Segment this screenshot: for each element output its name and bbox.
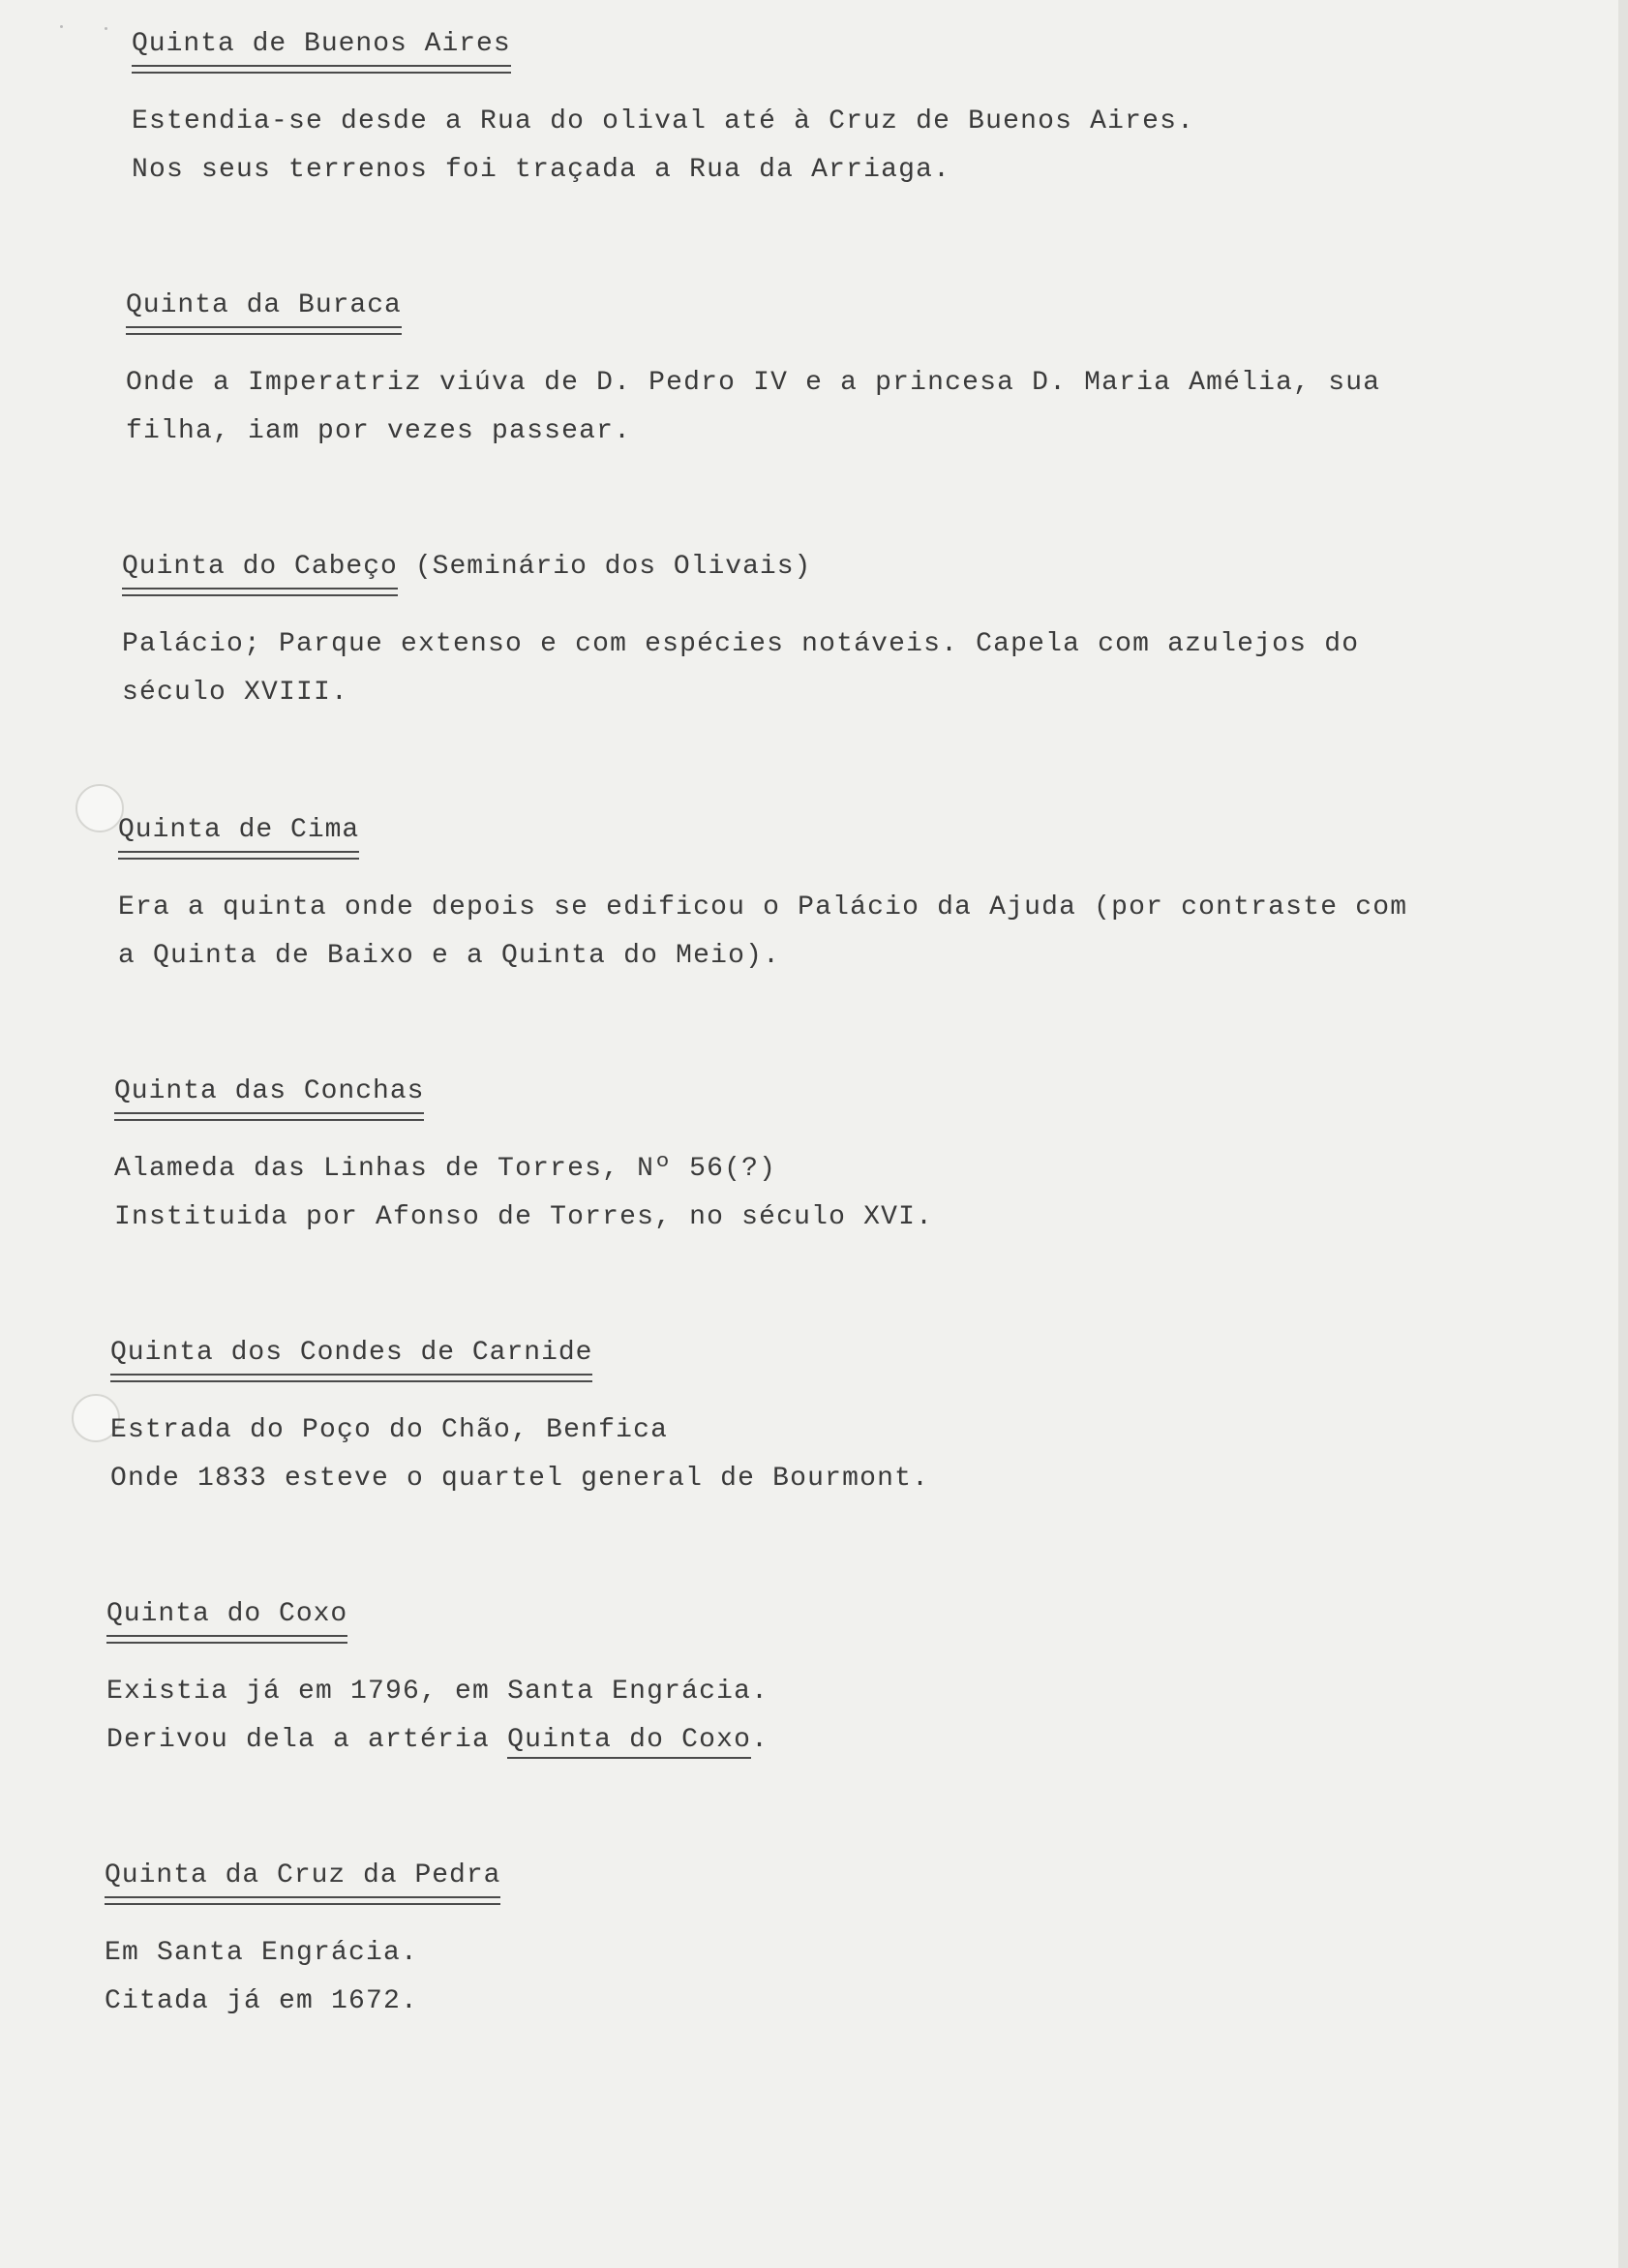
entry-body: [106, 1668, 769, 1765]
entry-line: Era a quinta onde depois se edificou o Palácio da Ajuda (por contraste com: [118, 892, 1408, 922]
entry-title: Quinta de Buenos Aires: [132, 29, 511, 67]
entry-quinta-da-cruz-da-pedra: [105, 1860, 500, 2026]
entry-quinta-de-cima: [118, 815, 1407, 981]
entry-title: Quinta das Conchas: [114, 1076, 424, 1114]
entry-body: [122, 620, 1359, 717]
entry-title: Quinta da Cruz da Pedra: [105, 1860, 500, 1898]
entry-body: [114, 1145, 933, 1242]
entry-line: Alameda das Linhas de Torres, Nº 56(?): [114, 1154, 777, 1184]
speck: [105, 27, 107, 30]
entry-line-suffix: .: [751, 1725, 769, 1755]
entry-quinta-das-conchas: [114, 1076, 933, 1242]
entry-title: Quinta do Cabeço: [122, 552, 398, 590]
entry-body: [105, 1929, 500, 2026]
speck: [60, 25, 63, 28]
entry-title-aside: (Seminário dos Olivais): [414, 552, 812, 582]
entry-quinta-de-buenos-aires: [132, 29, 1194, 195]
entry-body: [110, 1406, 929, 1503]
entry-title: Quinta da Buraca: [126, 290, 402, 328]
entry-line: a Quinta de Baixo e a Quinta do Meio).: [118, 941, 781, 971]
underlined-reference: Quinta do Coxo: [507, 1725, 751, 1759]
page-edge-shadow: [1618, 0, 1628, 2268]
entry-line: filha, iam por vezes passear.: [126, 416, 632, 446]
entry-line: Estendia-se desde a Rua do olival até à Cruz de Buenos Aires.: [132, 106, 1195, 136]
entry-line: Palácio; Parque extenso e com espécies notáveis. Capela com azulejos do: [122, 629, 1360, 659]
entry-line-text: Derivou dela a artéria: [106, 1725, 508, 1755]
punch-hole: [75, 784, 124, 832]
entry-title: Quinta de Cima: [118, 815, 359, 853]
entry-line: [106, 1716, 769, 1765]
entry-body: [132, 98, 1194, 195]
entry-line: Nos seus terrenos foi traçada a Rua da Arriaga.: [132, 155, 951, 185]
entry-title: Quinta dos Condes de Carnide: [110, 1338, 592, 1376]
entry-body: [126, 359, 1380, 456]
entry-quinta-dos-condes-de-carnide: [110, 1338, 929, 1503]
entry-line: Estrada do Poço do Chão, Benfica: [110, 1415, 669, 1445]
entry-quinta-da-buraca: [126, 290, 1380, 456]
entry-line: Onde 1833 esteve o quartel general de Bourmont.: [110, 1464, 930, 1494]
entry-line: Onde a Imperatriz viúva de D. Pedro IV e a princesa D. Maria Amélia, sua: [126, 368, 1381, 398]
entry-body: [118, 884, 1407, 981]
entry-line: Existia já em 1796, em Santa Engrácia.: [106, 1677, 769, 1707]
entry-quinta-do-coxo: [106, 1599, 769, 1765]
entry-quinta-do-cabeco: [122, 552, 1359, 717]
entry-line: século XVIII.: [122, 678, 349, 708]
entry-line: Citada já em 1672.: [105, 1986, 419, 2016]
entry-title: Quinta do Coxo: [106, 1599, 347, 1637]
entry-line: Em Santa Engrácia.: [105, 1938, 419, 1968]
entry-line: Instituida por Afonso de Torres, no século XVI.: [114, 1202, 934, 1232]
